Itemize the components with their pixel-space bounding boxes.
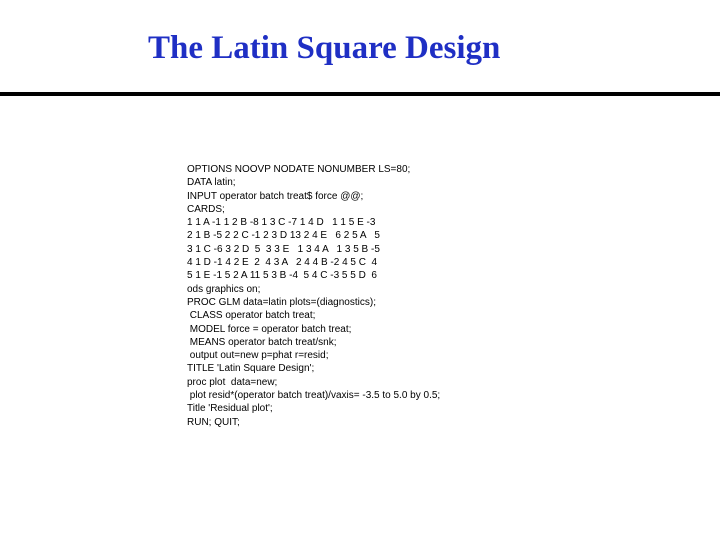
code-line: MODEL force = operator batch treat; <box>187 323 352 335</box>
code-line: MEANS operator batch treat/snk; <box>187 336 337 348</box>
code-line: 5 1 E -1 5 2 A 11 5 3 B -4 5 4 C -3 5 5 D 6 <box>187 270 377 282</box>
code-line: DATA latin; <box>187 177 236 189</box>
code-line: CARDS; <box>187 203 225 215</box>
code-line: proc plot data=new; <box>187 376 278 388</box>
code-line: TITLE 'Latin Square Design'; <box>187 363 315 375</box>
sas-code-block <box>187 163 440 429</box>
code-line: 1 1 A -1 1 2 B -8 1 3 C -7 1 4 D 1 1 5 E -3 <box>187 217 376 229</box>
code-line: PROC GLM data=latin plots=(diagnostics); <box>187 296 376 308</box>
code-line: ods graphics on; <box>187 283 261 295</box>
code-line: 2 1 B -5 2 2 C -1 2 3 D 13 2 4 E 6 2 5 A 5 <box>187 230 380 242</box>
code-line: Title 'Residual plot'; <box>187 403 273 415</box>
slide-title: The Latin Square Design <box>148 30 501 66</box>
code-line: RUN; QUIT; <box>187 416 240 428</box>
title-divider <box>0 92 720 96</box>
code-line: CLASS operator batch treat; <box>187 310 316 322</box>
code-line: output out=new p=phat r=resid; <box>187 350 329 362</box>
code-line: 3 1 C -6 3 2 D 5 3 3 E 1 3 4 A 1 3 5 B -5 <box>187 243 380 255</box>
code-line: 4 1 D -1 4 2 E 2 4 3 A 2 4 4 B -2 4 5 C 4 <box>187 257 378 269</box>
code-line: plot resid*(operator batch treat)/vaxis= -3.5 to 5.0 by 0.5; <box>187 390 441 402</box>
code-line: OPTIONS NOOVP NODATE NONUMBER LS=80; <box>187 164 411 175</box>
code-line: INPUT operator batch treat$ force @@; <box>187 190 364 202</box>
